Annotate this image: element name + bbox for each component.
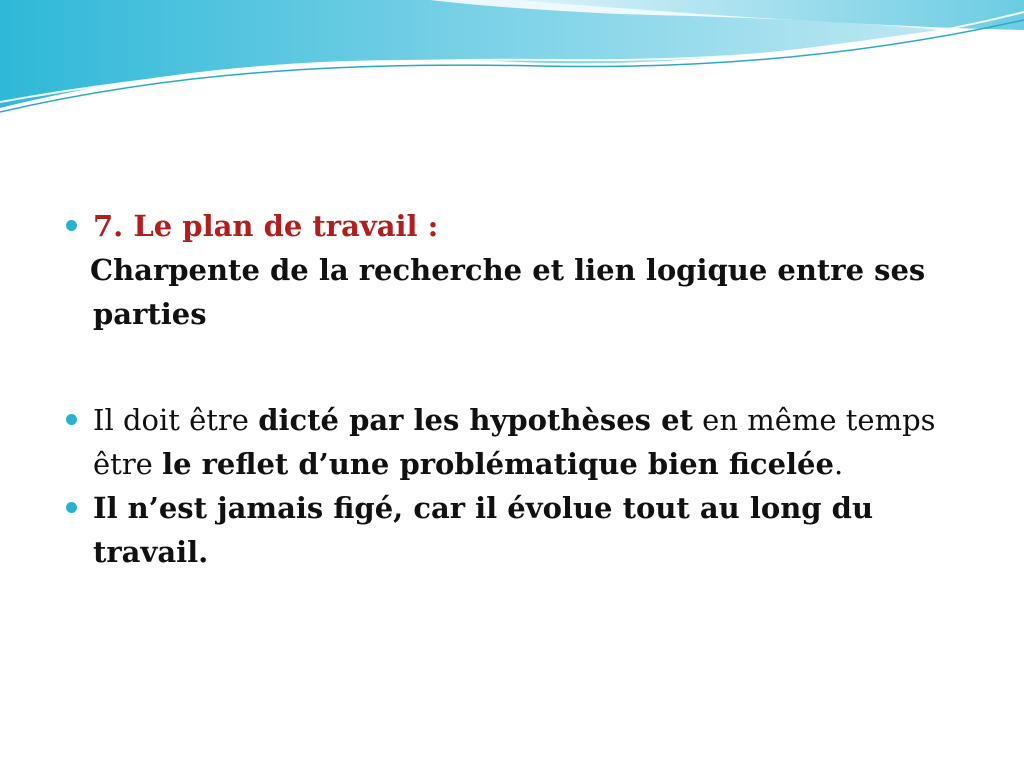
bold-run: le reflet d’une problématique bien ficelée bbox=[162, 447, 834, 481]
section-subtitle: Charpente de la recherche et lien logique entre ses parties bbox=[90, 253, 926, 331]
text-run: en même temps être bbox=[93, 403, 936, 481]
section-heading: 7. Le plan de travail : bbox=[93, 209, 439, 243]
bold-run: dicté par les hypothèses et bbox=[258, 403, 693, 437]
header-wave-decoration bbox=[0, 0, 1024, 120]
bullet-item-hypotheses bbox=[66, 398, 986, 486]
bullet-item-evolution bbox=[66, 486, 986, 574]
bullet-item-heading bbox=[66, 204, 986, 248]
bullet-icon bbox=[66, 502, 77, 513]
text-run: . bbox=[833, 447, 844, 481]
text-run: Il doit être bbox=[93, 403, 259, 437]
bullet-icon bbox=[66, 220, 77, 231]
slide-body bbox=[66, 204, 986, 574]
bullet-icon bbox=[66, 414, 77, 425]
bold-run: Il n’est jamais figé, car il évolue tout au long du travail. bbox=[93, 491, 874, 569]
